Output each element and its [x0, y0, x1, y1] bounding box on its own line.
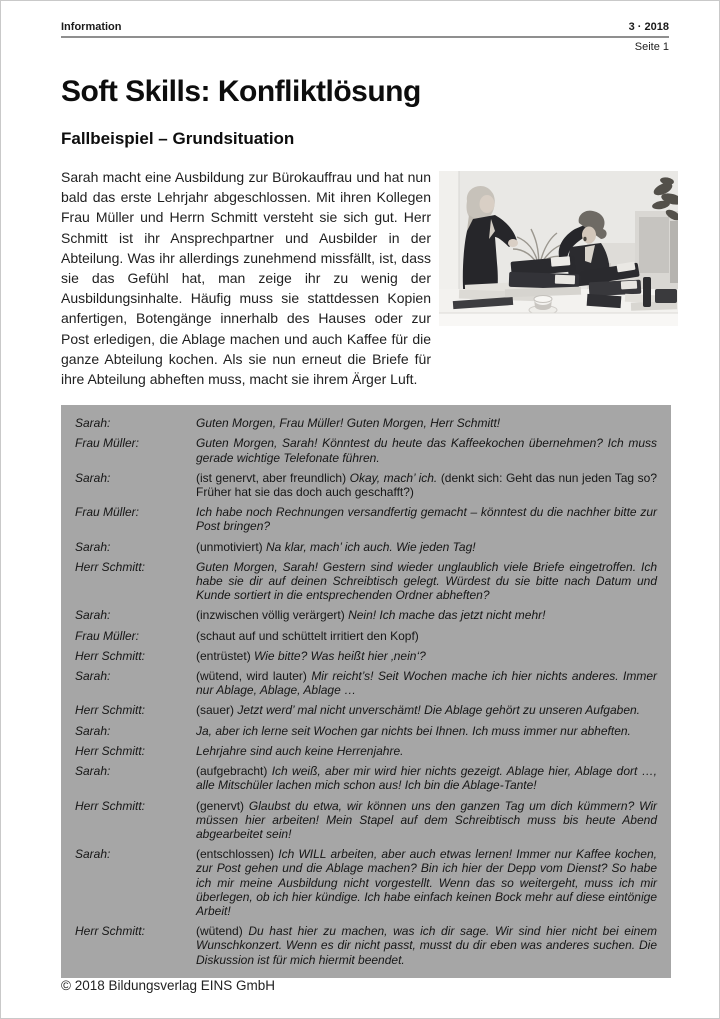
speech-text: [196, 847, 657, 918]
dialogue-row: [75, 649, 657, 663]
speaker-label: Sarah:: [75, 416, 111, 431]
dialogue-row: [75, 505, 657, 533]
speech-line: Jetzt werd’ mal nicht unverschämt! Die Ablage gehört zu unseren Aufgaben.: [237, 703, 641, 718]
speaker-label: Sarah:: [75, 608, 111, 623]
speaker-label: Sarah:: [75, 669, 111, 684]
dialogue-row: [75, 669, 657, 697]
speech-line: Nein! Ich mache das jetzt nicht mehr!: [348, 608, 546, 623]
dialogue-row: [75, 764, 657, 792]
speaker-label: Herr Schmitt:: [75, 798, 146, 813]
stage-direction: (ist genervt, aber freundlich): [196, 470, 350, 485]
speaker-label: Herr Schmitt:: [75, 648, 146, 663]
speech-text: [196, 744, 657, 758]
speaker-label: Herr Schmitt:: [75, 743, 146, 758]
header-section-label: Information: [61, 21, 122, 33]
speaker-label: Frau Müller:: [75, 436, 140, 451]
dialogue-row: [75, 608, 657, 622]
dialogue-row: [75, 416, 657, 430]
speaker-label: Frau Müller:: [75, 628, 140, 643]
dialogue-row: [75, 924, 657, 967]
speech-text: [196, 505, 657, 533]
stage-direction: (inzwischen völlig verärgert): [196, 608, 349, 623]
page-title: Soft Skills: Konfliktlösung: [61, 75, 421, 108]
dialogue-row: [75, 724, 657, 738]
dialogue-row: [75, 703, 657, 717]
dialogue-row: [75, 560, 657, 603]
stage-direction: (entrüstet): [196, 648, 255, 663]
speaker-label: Herr Schmitt:: [75, 559, 146, 574]
speech-line: Wie bitte? Was heißt hier ‚nein‘?: [254, 648, 426, 663]
stage-direction: (entschlossen): [196, 847, 279, 862]
dialogue-row: [75, 471, 657, 499]
intro-section: [61, 167, 678, 389]
stage-direction: (schaut auf und schüttelt irritiert den Kopf): [196, 628, 419, 643]
header-page-number: Seite 1: [634, 41, 669, 53]
speech-text: [196, 436, 657, 464]
speaker-label: Herr Schmitt:: [75, 924, 146, 939]
speaker-label: Sarah:: [75, 470, 111, 485]
dialogue-table: [61, 405, 671, 978]
speech-line: Na klar, mach’ ich auch. Wie jeden Tag!: [266, 539, 476, 554]
speech-line: Lehrjahre sind auch keine Herrenjahre.: [196, 743, 404, 758]
page-header: [61, 21, 669, 33]
stage-direction: (wütend): [196, 924, 249, 939]
speaker-label: Sarah:: [75, 539, 111, 554]
speaker-label: Sarah:: [75, 847, 111, 862]
speech-text: [196, 416, 657, 430]
stage-direction: (denkt sich: Geht das nun jeden Tag so? Früher hat sie das doch auch geschafft?): [196, 470, 657, 500]
dialogue-row: [75, 744, 657, 758]
office-photo: [439, 171, 678, 326]
dialogue-row: [75, 540, 657, 554]
speaker-label: Frau Müller:: [75, 505, 140, 520]
speech-text: [196, 764, 657, 792]
dialogue-row: [75, 847, 657, 918]
speech-text: [196, 560, 657, 603]
speech-text: [196, 649, 657, 663]
speech-text: [196, 608, 657, 622]
speech-line: Mir reicht’s! Seit Wochen mache ich hier nichts anderes. Immer nur Ablage, Ablage, Ablage …: [196, 669, 657, 698]
speech-line: Ich WILL arbeiten, aber auch etwas lernen! Immer nur Kaffee kochen, zur Post gehen und die Ablage machen? Bin ich hier der Depp vom Dienst? So habe ich mir meine Ausbildung nicht vorgestellt. Wenn das so weitergeht, muss ich mir überlegen, ob ich hier kündige. Ich habe einfach keinen Bock mehr auf diese eintönige Arbeit!: [196, 847, 657, 918]
speech-text: [196, 669, 657, 697]
header-rule: [61, 36, 669, 38]
dialogue-row: [75, 436, 657, 464]
header-issue-label: 3 · 2018: [628, 21, 669, 33]
dialogue-row: [75, 799, 657, 842]
speaker-label: Sarah:: [75, 764, 111, 779]
speech-line: Ja, aber ich lerne seit Wochen gar nichts bei Ihnen. Ich muss immer nur abheften.: [196, 723, 631, 738]
speaker-label: Herr Schmitt:: [75, 703, 146, 718]
dialogue-row: [75, 629, 657, 643]
speech-line: Guten Morgen, Sarah! Könntest du heute das Kaffeekochen übernehmen? Ich muss gerade wichtige Telefonate führen.: [196, 436, 657, 465]
speech-line: Guten Morgen, Sarah! Gestern sind wieder unglaublich viele Briefe eingetroffen. Ich habe sie dir auf deinen Schreibtisch gelegt. Würdest du sie bitte nach Datum und Kunde sortiert in die entsprechenden Ordner abheften?: [196, 559, 657, 603]
speech-text: [196, 540, 657, 554]
stage-direction: (genervt): [196, 798, 249, 813]
speech-line: Ich habe noch Rechnungen versandfertig gemacht – könntest du die nachher bitte zur Post bringen?: [196, 505, 657, 534]
intro-paragraph: Sarah macht eine Ausbildung zur Bürokauffrau und hat nun bald das erste Lehrjahr abgeschlossen. Mit ihren Kollegen Frau Müller und Herrn Schmitt versteht sie sich gut. Herr Schmitt ist ihr Ansprechpartner und Ausbilder in der Abteilung. Was ihr allerdings zunehmend missfällt, ist, dass sie das Gefühl hat, man zeige ihr zu wenig der Ausbildungsinhalte. Häufig muss sie stattdessen Kopien anfertigen, Botengänge innerhalb des Hauses oder zur Post erledigen, die Ablage machen und auch Kaffee für die ganze Abteilung kochen. Als sie nun erneut die Briefe für ihre Abteilung abheften muss, macht sie ihrem Ärger Luft.: [61, 169, 431, 388]
speaker-label: Sarah:: [75, 723, 111, 738]
stage-direction: (sauer): [196, 703, 238, 718]
stage-direction: (unmotiviert): [196, 539, 267, 554]
speech-text: [196, 471, 657, 499]
speech-line: Okay, mach’ ich.: [349, 470, 441, 485]
page-subtitle: Fallbeispiel – Grundsituation: [61, 129, 295, 148]
speech-line: Glaubst du etwa, wir können uns den ganzen Tag um dich kümmern? Wir müssen hier arbeiten! Mein Stapel auf dem Schreibtisch muss bis heute Abend abgearbeitet sein!: [196, 798, 657, 841]
stage-direction: (wütend, wird lauter): [196, 669, 312, 684]
speech-text: [196, 924, 657, 967]
footer-copyright: © 2018 Bildungsverlag EINS GmbH: [61, 978, 276, 993]
speech-text: [196, 703, 657, 717]
stage-direction: (aufgebracht): [196, 764, 272, 779]
speech-line: Guten Morgen, Frau Müller! Guten Morgen, Herr Schmitt!: [196, 416, 501, 431]
speech-text: [196, 629, 657, 643]
speech-text: [196, 799, 657, 842]
speech-line: Du hast hier zu machen, was ich dir sage. Wir sind hier nicht bei einem Wunschkonzert. Wenn es dir nicht passt, musst du dir eben was anderes suchen. Die Diskussion ist für mich hiermit beendet.: [196, 924, 657, 967]
speech-line: Ich weiß, aber mir wird hier nichts gezeigt. Ablage hier, Ablage dort …, alle Mitschüler lachen mich schon aus! Ich bin die Ablage-Tante!: [196, 764, 657, 793]
speech-text: [196, 724, 657, 738]
